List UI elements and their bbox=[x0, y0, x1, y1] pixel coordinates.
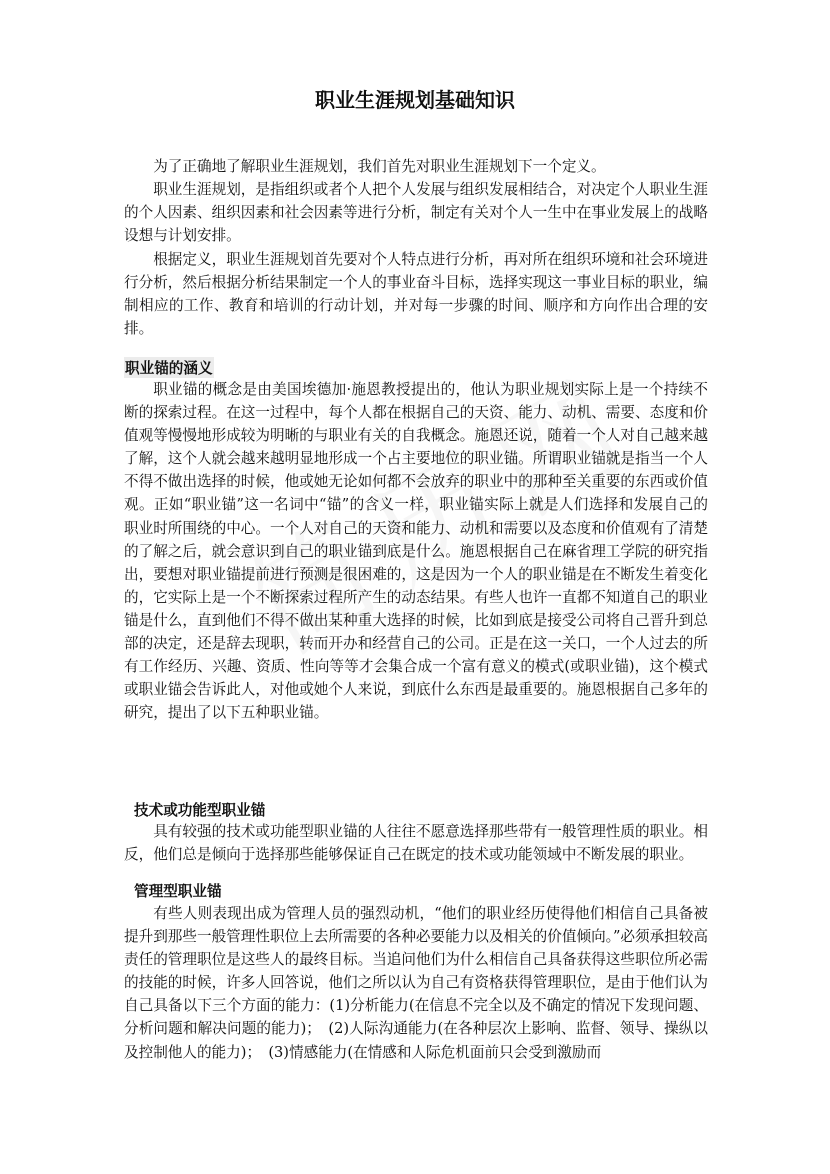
section-paragraph-technical-anchor: 具有较强的技术或功能型职业锚的人往往不愿意选择那些带有一般管理性质的职业。相反，他们总是倾向于选择那些能够保证自己在既定的技术或功能领域中不断发展的职业。 bbox=[124, 823, 708, 864]
intro-paragraph-1: 为了正确地了解职业生涯规划，我们首先对职业生涯规划下一个定义。 bbox=[153, 158, 606, 175]
page-title: 职业生涯规划基础知识 bbox=[315, 88, 515, 112]
section-heading-career-anchor: 职业锚的涵义 bbox=[124, 357, 214, 378]
section-paragraph-management-anchor: 有些人则表现出成为管理人员的强烈动机，“他们的职业经历使得他们相信自己具备被提升到那些一般管理性职位上去所需要的各种必要能力以及相关的价值倾向。”必须承担较高责任的管理职位是这些人的最终目标。当追问他们为什么相信自己具备获得这些职位所必需的技能的时候，许多人回答说，他们之所以认为自己有资格获得管理职位，是由于他们认为自己具备以下三个方面的能力：(1)分析能力(在信息不完全以及不确定的情况下发现问题、分析问题和解决问题的能力)； (2)人际沟通能力(在各种层次上影响、监督、领导、操纵以及控制他人的能力)； (3)情感能力(在情感和人际危机面前只会受到激励而 bbox=[124, 905, 708, 1061]
section-paragraph-career-anchor: 职业锚的概念是由美国埃德加·施恩教授提出的，他认为职业规划实际上是一个持续不断的探索过程。在这一过程中，每个人都在根据自己的天资、能力、动机、需要、态度和价值观等慢慢地形成较为明晰的与职业有关的自我概念。施恩还说，随着一个人对自己越来越了解，这个人就会越来越明显地形成一个占主要地位的职业锚。所谓职业锚就是指当一个人不得不做出选择的时候，他或她无论如何都不会放弃的职业中的那种至关重要的东西或价值观。正如“职业锚”这一名词中“锚”的含义一样，职业锚实际上就是人们选择和发展自己的职业时所围绕的中心。一个人对自己的天资和能力、动机和需要以及态度和价值观有了清楚的了解之后，就会意识到自己的职业锚到底是什么。施恩根据自己在麻省理工学院的研究指出，要想对职业锚提前进行预测是很困难的，这是因为一个人的职业锚是在不断发生着变化的，它实际上是一个不断探索过程所产生的动态结果。有些人也许一直都不知道自己的职业锚是什么，直到他们不得不做出某种重大选择的时候，比如到底是接受公司将自己晋升到总部的决定，还是辞去现职，转而开办和经营自己的公司。正是在这一关口，一个人过去的所有工作经历、兴趣、资质、性向等等才会集合成一个富有意义的模式(或职业锚)，这个模式或职业锚会告诉此人，对他或她个人来说，到底什么东西是最重要的。施恩根据自己多年的研究，提出了以下五种职业锚。 bbox=[124, 381, 709, 722]
intro-paragraph-3: 根据定义，职业生涯规划首先要对个人特点进行分析，再对所在组织环境和社会环境进行分析，然后根据分析结果制定一个人的事业奋斗目标，选择实现这一事业目标的职业，编制相应的工作、教育和培训的行动计划，并对每一步骤的时间、顺序和方向作出合理的安排。 bbox=[124, 251, 708, 338]
section-heading-management-anchor: 管理型职业锚 bbox=[134, 883, 222, 900]
intro-paragraph-2: 职业生涯规划，是指组织或者个人把个人发展与组织发展相结合，对决定个人职业生涯的个人因素、组织因素和社会因素等进行分析，制定有关对个人一生中在事业发展上的战略设想与计划安排。 bbox=[124, 181, 708, 245]
section-heading-technical-anchor: 技术或功能型职业锚 bbox=[134, 802, 266, 819]
